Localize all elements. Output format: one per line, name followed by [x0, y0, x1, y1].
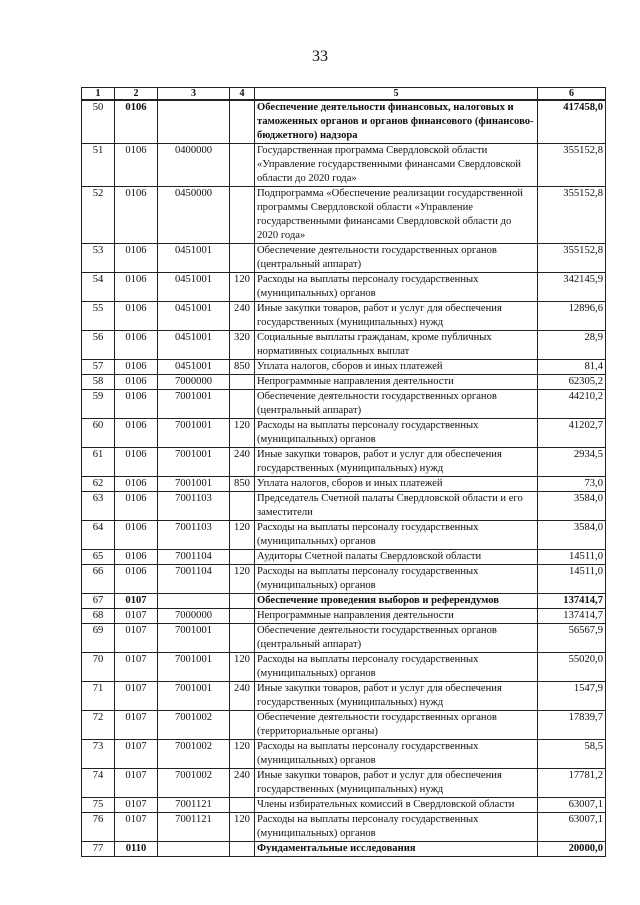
- row-number: 53: [82, 244, 115, 273]
- section-code: 0107: [115, 769, 158, 798]
- amount: 14511,0: [538, 550, 606, 565]
- expense-name: Социальные выплаты гражданам, кроме публичных нормативных социальных выплат: [255, 331, 538, 360]
- row-number: 56: [82, 331, 115, 360]
- target-article-code: 7001121: [158, 798, 230, 813]
- expense-name: Непрограммные направления деятельности: [255, 609, 538, 624]
- table-row: [82, 521, 606, 550]
- expense-type-code: 120: [230, 653, 255, 682]
- amount: 417458,0: [538, 100, 606, 144]
- row-number: 76: [82, 813, 115, 842]
- section-code: 0106: [115, 477, 158, 492]
- column-header: 1: [82, 88, 115, 101]
- section-code: 0107: [115, 740, 158, 769]
- expense-name: Расходы на выплаты персоналу государственных (муниципальных) органов: [255, 813, 538, 842]
- target-article-code: 7001001: [158, 477, 230, 492]
- row-number: 59: [82, 390, 115, 419]
- row-number: 57: [82, 360, 115, 375]
- table-row: [82, 492, 606, 521]
- target-article-code: 7000000: [158, 609, 230, 624]
- target-article-code: 7001001: [158, 390, 230, 419]
- expense-name: Обеспечение деятельности государственных органов (центральный аппарат): [255, 624, 538, 653]
- section-code: 0106: [115, 390, 158, 419]
- expense-name: Расходы на выплаты персоналу государственных (муниципальных) органов: [255, 419, 538, 448]
- target-article-code: 7001001: [158, 624, 230, 653]
- expense-name: Подпрограмма «Обеспечение реализации государственной программы Свердловской области «Управление государственными финансами Свердловской области до 2020 года»: [255, 187, 538, 244]
- table-row: [82, 360, 606, 375]
- row-number: 72: [82, 711, 115, 740]
- row-number: 70: [82, 653, 115, 682]
- section-code: 0107: [115, 653, 158, 682]
- section-code: 0106: [115, 565, 158, 594]
- row-number: 60: [82, 419, 115, 448]
- expense-name: Обеспечение деятельности государственных органов (центральный аппарат): [255, 390, 538, 419]
- row-number: 64: [82, 521, 115, 550]
- expense-name: Фундаментальные исследования: [255, 842, 538, 857]
- budget-table: [81, 87, 606, 857]
- row-number: 58: [82, 375, 115, 390]
- expense-type-code: [230, 798, 255, 813]
- expense-type-code: [230, 842, 255, 857]
- table-header-row: [82, 88, 606, 101]
- row-number: 51: [82, 144, 115, 187]
- section-code: 0107: [115, 711, 158, 740]
- table-row: [82, 419, 606, 448]
- target-article-code: 7001001: [158, 682, 230, 711]
- table-row: [82, 609, 606, 624]
- expense-name: Непрограммные направления деятельности: [255, 375, 538, 390]
- amount: 3584,0: [538, 521, 606, 550]
- expense-type-code: 120: [230, 273, 255, 302]
- section-code: 0106: [115, 244, 158, 273]
- table-row: [82, 100, 606, 144]
- target-article-code: 7001001: [158, 653, 230, 682]
- expense-name: Обеспечение деятельности государственных органов (территориальные органы): [255, 711, 538, 740]
- expense-name: Иные закупки товаров, работ и услуг для обеспечения государственных (муниципальных) нужд: [255, 769, 538, 798]
- expense-name: Члены избирательных комиссий в Свердловской области: [255, 798, 538, 813]
- expense-name: Уплата налогов, сборов и иных платежей: [255, 360, 538, 375]
- page-number: 33: [312, 48, 328, 65]
- table-row: [82, 769, 606, 798]
- target-article-code: 0451001: [158, 244, 230, 273]
- amount: 17839,7: [538, 711, 606, 740]
- target-article-code: 7001103: [158, 492, 230, 521]
- expense-name: Обеспечение деятельности финансовых, налоговых и таможенных органов и органов финансового (финансово-бюджетного) надзора: [255, 100, 538, 144]
- expense-name: Расходы на выплаты персоналу государственных (муниципальных) органов: [255, 653, 538, 682]
- expense-type-code: 120: [230, 521, 255, 550]
- expense-type-code: 320: [230, 331, 255, 360]
- expense-type-code: [230, 375, 255, 390]
- target-article-code: 0400000: [158, 144, 230, 187]
- expense-type-code: 850: [230, 360, 255, 375]
- section-code: 0106: [115, 521, 158, 550]
- table-row: [82, 565, 606, 594]
- row-number: 55: [82, 302, 115, 331]
- target-article-code: 7001002: [158, 740, 230, 769]
- section-code: 0106: [115, 550, 158, 565]
- row-number: 50: [82, 100, 115, 144]
- expense-name: Государственная программа Свердловской области «Управление государственными финансами Свердловской области до 2020 года»: [255, 144, 538, 187]
- amount: 56567,9: [538, 624, 606, 653]
- row-number: 65: [82, 550, 115, 565]
- table-body: [82, 100, 606, 857]
- expense-name: Уплата налогов, сборов и иных платежей: [255, 477, 538, 492]
- expense-name: Расходы на выплаты персоналу государственных (муниципальных) органов: [255, 521, 538, 550]
- target-article-code: 0451001: [158, 273, 230, 302]
- amount: 17781,2: [538, 769, 606, 798]
- section-code: 0106: [115, 448, 158, 477]
- target-article-code: 7001002: [158, 711, 230, 740]
- table-row: [82, 653, 606, 682]
- amount: 342145,9: [538, 273, 606, 302]
- amount: 355152,8: [538, 144, 606, 187]
- section-code: 0107: [115, 798, 158, 813]
- target-article-code: 7000000: [158, 375, 230, 390]
- target-article-code: 0451001: [158, 360, 230, 375]
- expense-name: Иные закупки товаров, работ и услуг для обеспечения государственных (муниципальных) нужд: [255, 448, 538, 477]
- target-article-code: 7001103: [158, 521, 230, 550]
- table-row: [82, 594, 606, 609]
- amount: 28,9: [538, 331, 606, 360]
- column-header: 6: [538, 88, 606, 101]
- amount: 137414,7: [538, 594, 606, 609]
- section-code: 0106: [115, 187, 158, 244]
- section-code: 0106: [115, 273, 158, 302]
- expense-type-code: [230, 711, 255, 740]
- amount: 14511,0: [538, 565, 606, 594]
- expense-name: Аудиторы Счетной палаты Свердловской области: [255, 550, 538, 565]
- row-number: 62: [82, 477, 115, 492]
- amount: 55020,0: [538, 653, 606, 682]
- row-number: 63: [82, 492, 115, 521]
- expense-type-code: 240: [230, 682, 255, 711]
- expense-type-code: 240: [230, 302, 255, 331]
- expense-name: Иные закупки товаров, работ и услуг для обеспечения государственных (муниципальных) нужд: [255, 302, 538, 331]
- section-code: 0106: [115, 144, 158, 187]
- table-row: [82, 331, 606, 360]
- amount: 137414,7: [538, 609, 606, 624]
- table-row: [82, 390, 606, 419]
- row-number: 52: [82, 187, 115, 244]
- expense-name: Иные закупки товаров, работ и услуг для обеспечения государственных (муниципальных) нужд: [255, 682, 538, 711]
- section-code: 0106: [115, 419, 158, 448]
- table-row: [82, 273, 606, 302]
- target-article-code: [158, 842, 230, 857]
- expense-type-code: 120: [230, 419, 255, 448]
- amount: 1547,9: [538, 682, 606, 711]
- amount: 20000,0: [538, 842, 606, 857]
- amount: 63007,1: [538, 813, 606, 842]
- target-article-code: 0451001: [158, 302, 230, 331]
- expense-type-code: [230, 100, 255, 144]
- target-article-code: 7001001: [158, 448, 230, 477]
- amount: 73,0: [538, 477, 606, 492]
- table-row: [82, 798, 606, 813]
- amount: 3584,0: [538, 492, 606, 521]
- section-code: 0106: [115, 360, 158, 375]
- section-code: 0107: [115, 624, 158, 653]
- target-article-code: 0450000: [158, 187, 230, 244]
- row-number: 77: [82, 842, 115, 857]
- target-article-code: 0451001: [158, 331, 230, 360]
- expense-type-code: 120: [230, 565, 255, 594]
- amount: 58,5: [538, 740, 606, 769]
- section-code: 0106: [115, 331, 158, 360]
- expense-type-code: [230, 187, 255, 244]
- expense-name: Расходы на выплаты персоналу государственных (муниципальных) органов: [255, 273, 538, 302]
- table-row: [82, 448, 606, 477]
- amount: 12896,6: [538, 302, 606, 331]
- section-code: 0110: [115, 842, 158, 857]
- row-number: 54: [82, 273, 115, 302]
- table-row: [82, 842, 606, 857]
- column-header: 5: [255, 88, 538, 101]
- section-code: 0107: [115, 682, 158, 711]
- table-row: [82, 624, 606, 653]
- expense-type-code: [230, 244, 255, 273]
- table-row: [82, 477, 606, 492]
- row-number: 73: [82, 740, 115, 769]
- target-article-code: 7001001: [158, 419, 230, 448]
- section-code: 0107: [115, 609, 158, 624]
- expense-type-code: 120: [230, 740, 255, 769]
- row-number: 66: [82, 565, 115, 594]
- target-article-code: 7001104: [158, 565, 230, 594]
- table-row: [82, 244, 606, 273]
- amount: 44210,2: [538, 390, 606, 419]
- expense-type-code: [230, 624, 255, 653]
- table-row: [82, 375, 606, 390]
- amount: 63007,1: [538, 798, 606, 813]
- expense-name: Расходы на выплаты персоналу государственных (муниципальных) органов: [255, 740, 538, 769]
- column-header: 2: [115, 88, 158, 101]
- table-row: [82, 813, 606, 842]
- expense-type-code: 240: [230, 769, 255, 798]
- table-row: [82, 187, 606, 244]
- section-code: 0106: [115, 492, 158, 521]
- expense-name: Расходы на выплаты персоналу государственных (муниципальных) органов: [255, 565, 538, 594]
- row-number: 67: [82, 594, 115, 609]
- target-article-code: [158, 100, 230, 144]
- section-code: 0106: [115, 100, 158, 144]
- expense-type-code: [230, 144, 255, 187]
- target-article-code: 7001121: [158, 813, 230, 842]
- expense-type-code: [230, 390, 255, 419]
- expense-type-code: 120: [230, 813, 255, 842]
- column-header: 3: [158, 88, 230, 101]
- expense-type-code: [230, 609, 255, 624]
- expense-type-code: 240: [230, 448, 255, 477]
- column-header: 4: [230, 88, 255, 101]
- section-code: 0107: [115, 813, 158, 842]
- expense-name: Обеспечение деятельности государственных органов (центральный аппарат): [255, 244, 538, 273]
- row-number: 75: [82, 798, 115, 813]
- row-number: 71: [82, 682, 115, 711]
- amount: 355152,8: [538, 187, 606, 244]
- target-article-code: [158, 594, 230, 609]
- amount: 355152,8: [538, 244, 606, 273]
- amount: 62305,2: [538, 375, 606, 390]
- row-number: 74: [82, 769, 115, 798]
- row-number: 68: [82, 609, 115, 624]
- expense-name: Председатель Счетной палаты Свердловской области и его заместители: [255, 492, 538, 521]
- section-code: 0106: [115, 375, 158, 390]
- row-number: 61: [82, 448, 115, 477]
- amount: 41202,7: [538, 419, 606, 448]
- expense-type-code: [230, 492, 255, 521]
- section-code: 0107: [115, 594, 158, 609]
- expense-name: Обеспечение проведения выборов и референдумов: [255, 594, 538, 609]
- expense-type-code: [230, 550, 255, 565]
- target-article-code: 7001104: [158, 550, 230, 565]
- row-number: 69: [82, 624, 115, 653]
- table-row: [82, 740, 606, 769]
- amount: 2934,5: [538, 448, 606, 477]
- table-row: [82, 550, 606, 565]
- section-code: 0106: [115, 302, 158, 331]
- table-row: [82, 711, 606, 740]
- amount: 81,4: [538, 360, 606, 375]
- table-row: [82, 682, 606, 711]
- table-row: [82, 144, 606, 187]
- expense-type-code: [230, 594, 255, 609]
- target-article-code: 7001002: [158, 769, 230, 798]
- table-row: [82, 302, 606, 331]
- expense-type-code: 850: [230, 477, 255, 492]
